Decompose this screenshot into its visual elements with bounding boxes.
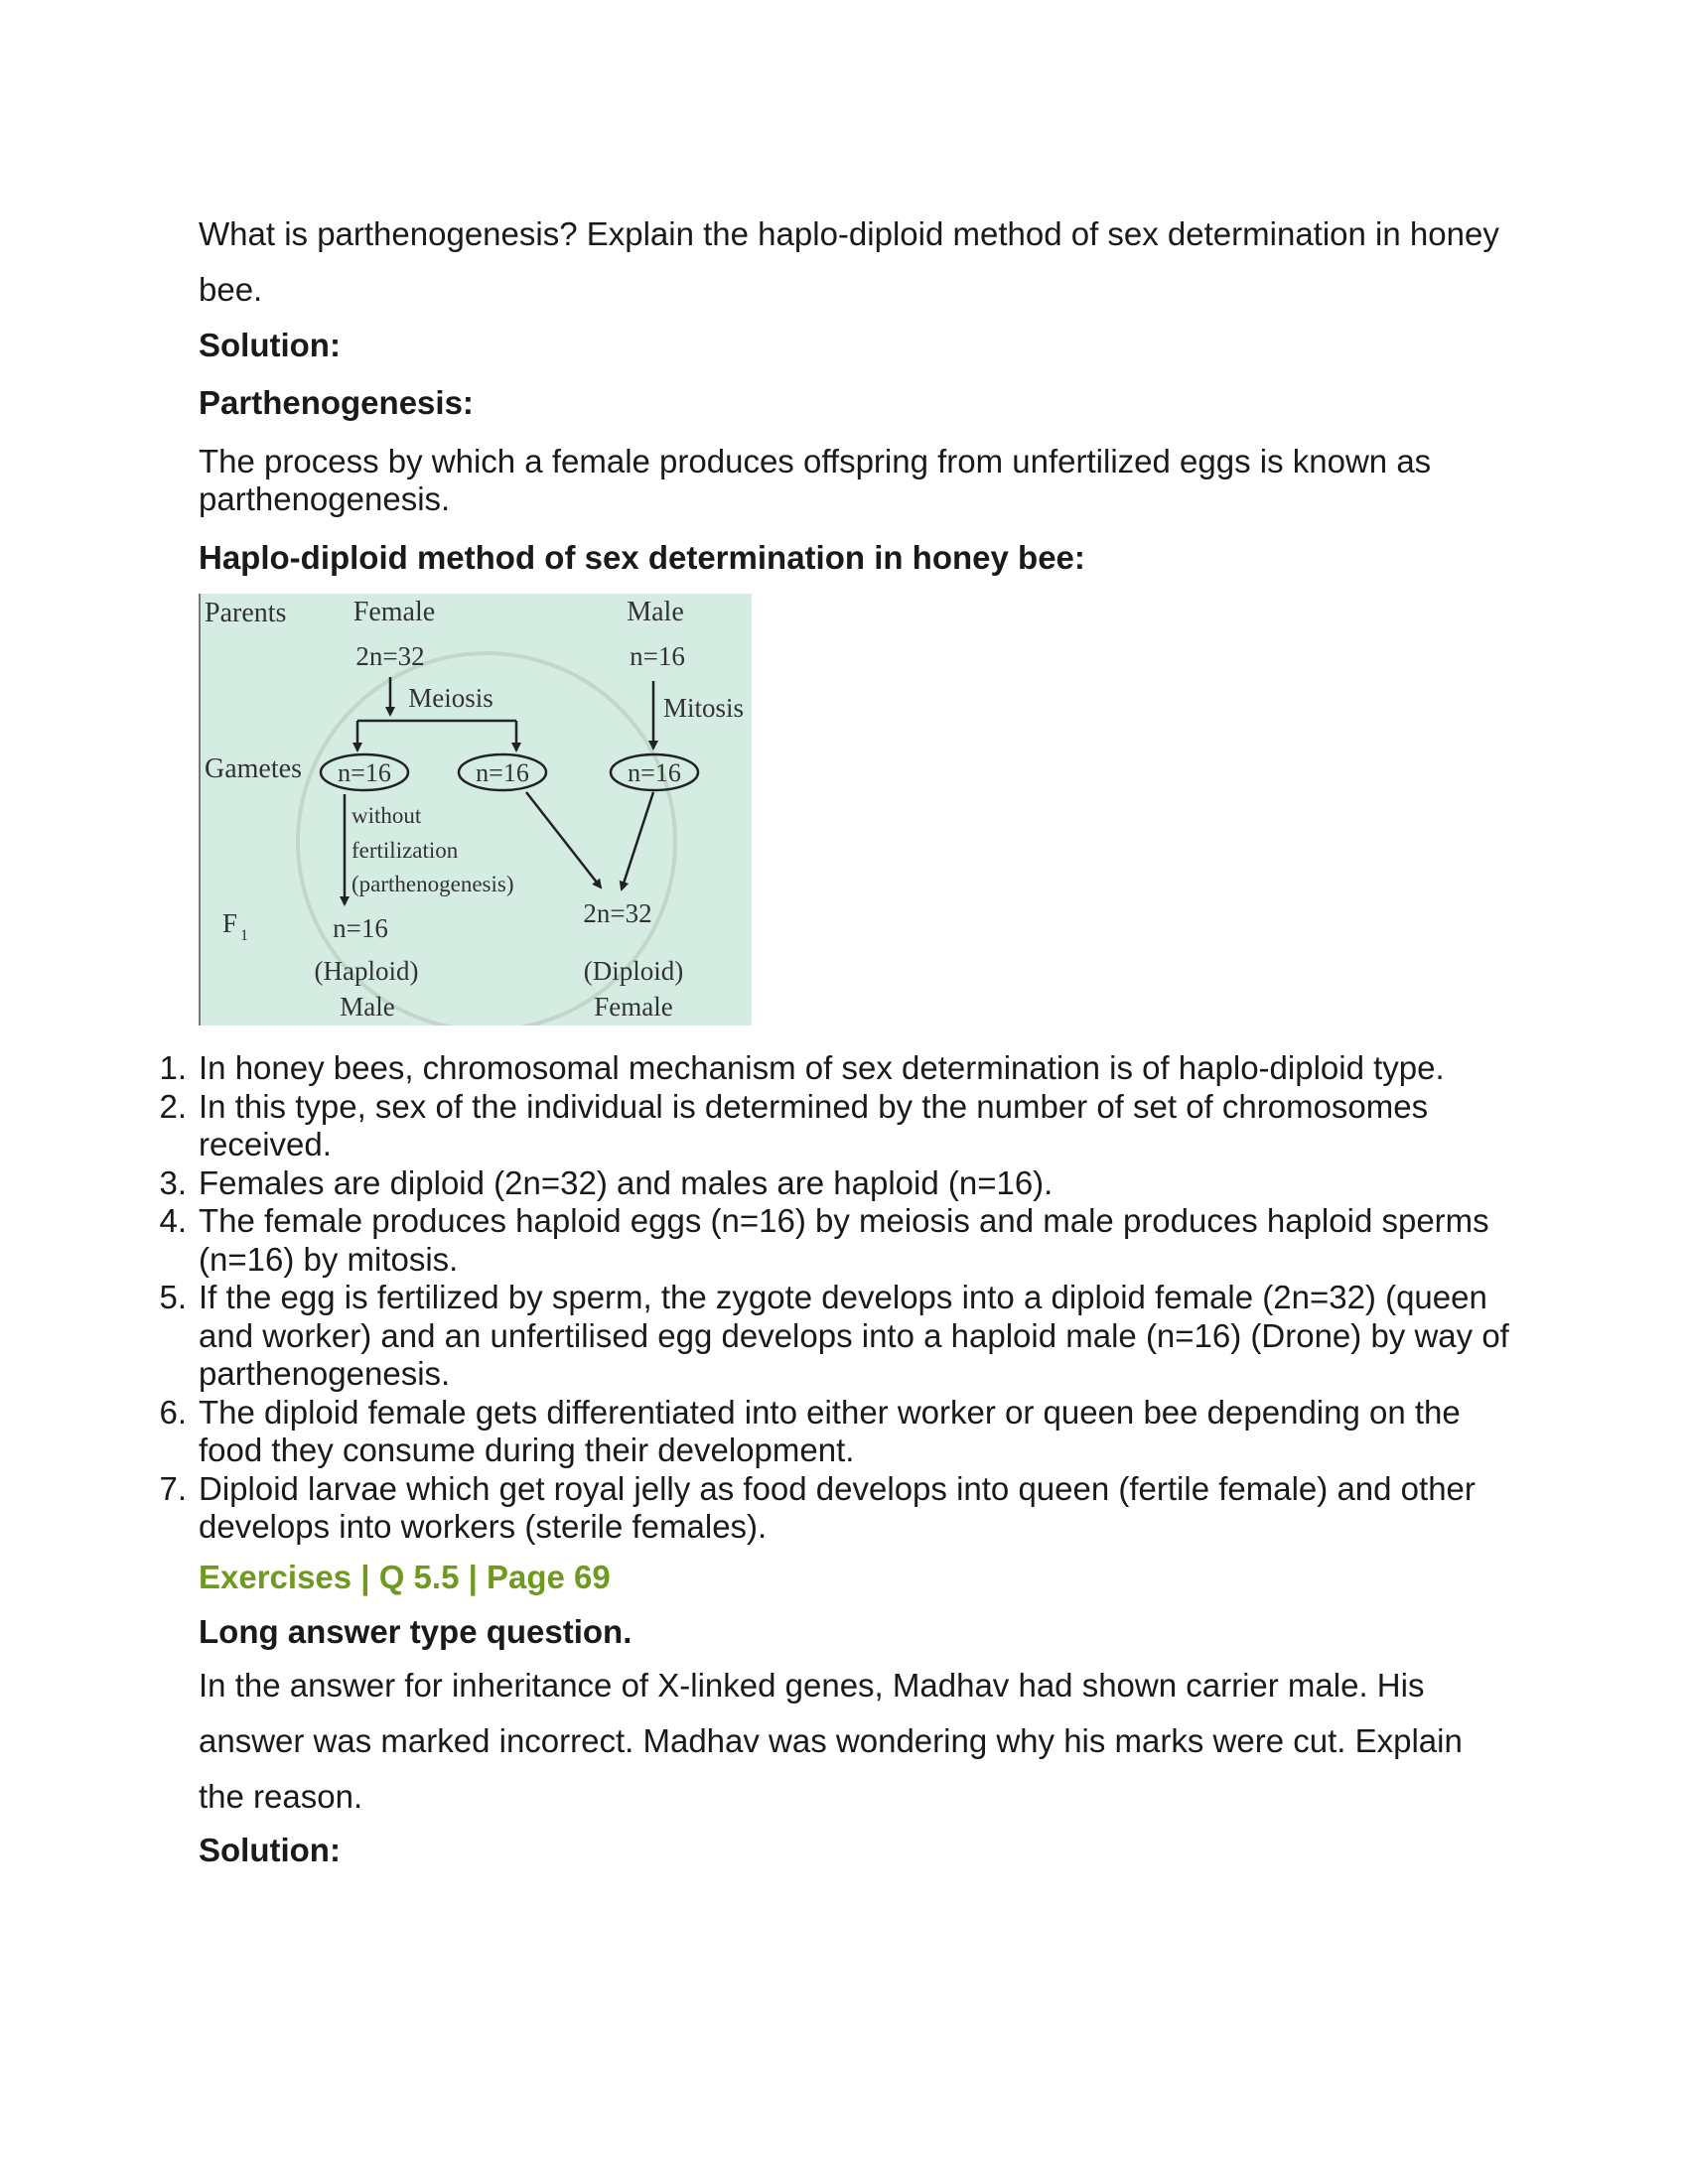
list-item [159,1202,1509,1279]
list-item-number: 5. [159,1279,187,1315]
diagram-f1-subscript: 1 [240,927,248,944]
gamete-2: n=16 [476,758,529,787]
list-item-text: In this type, sex of the individual is determined by the number of set of chromosomes received. [199,1087,1429,1162]
parthenogenesis-definition: The process by which a female produces offspring from unfertilized eggs is known as parthenogenesis. [199,443,1432,517]
question-type-label: Long answer type question. [199,1613,633,1650]
diagram-parents-label: Parents [205,598,287,628]
list-item [159,1469,1509,1547]
list-item [159,1163,1509,1203]
parthenogenesis-heading: Parthenogenesis: [199,384,474,421]
list-item-text: The female produces haploid eggs (n=16) by meiosis and male produces haploid sperms (n=16) by mitosis. [199,1202,1489,1278]
list-item-text: Females are diploid (2n=32) and males are haploid (n=16). [199,1163,1054,1201]
gamete-3: n=16 [628,758,681,787]
list-item [159,1049,1509,1088]
explanation-list [159,1049,1509,1547]
exercise-question-text: In the answer for inheritance of X-linked genes, Madhav had shown carrier male. His answer was marked incorrect. Madhav was wondering why his marks were cut. Explain the reason. [199,1667,1463,1815]
list-item-number: 2. [159,1087,187,1125]
diploid-label: (Diploid) [583,956,684,986]
diagram-female-label: Female [352,597,436,627]
gamete-1: n=16 [338,758,391,787]
diagram-parthenogenesis-label: (parthenogenesis) [352,872,514,896]
diagram-gametes-label: Gametes [205,753,302,784]
list-item-number: 4. [159,1202,187,1239]
diagram-male-label: Male [627,597,684,627]
offspring-diploid-value: 2n=32 [583,898,652,928]
solution-label: Solution: [199,327,341,363]
haplo-diploid-heading: Haplo-diploid method of sex determination in honey bee: [199,539,1085,576]
list-item-number: 3. [159,1163,187,1201]
offspring-haploid-value: n=16 [333,913,388,943]
haploid-label: (Haploid) [314,956,419,986]
diagram-fertilization-label: fertilization [352,838,459,863]
list-item-text: Diploid larvae which get royal jelly as food develops into queen (fertile female) and other develops into workers (sterile females). [199,1469,1476,1545]
diagram-without-label: without [352,803,422,828]
question-text: What is parthenogenesis? Explain the haplo-diploid method of sex determination in honey bee. [199,215,1499,308]
list-item [159,1087,1509,1164]
exercise-solution-label: Solution: [199,1832,341,1868]
list-item-number: 7. [159,1469,187,1507]
exercise-link[interactable]: Exercises | Q 5.5 | Page 69 [199,1559,611,1595]
list-item [159,1393,1509,1470]
diagram-male-chromosomes: n=16 [630,641,685,671]
list-item-text: The diploid female gets differentiated into either worker or queen bee depending on the food they consume during their development. [199,1393,1461,1468]
diagram-f1-label: F [222,908,238,938]
list-item-number: 6. [159,1393,187,1431]
diagram-mitosis-label: Mitosis [663,693,745,723]
list-item [159,1279,1509,1394]
haplo-diploid-diagram [199,594,752,1025]
list-item-text: If the egg is fertilized by sperm, the zygote develops into a diploid female (2n=32) (queen and worker) and an unfertilised egg develops into a haploid male (n=16) (Drone) by way of parthenogenesis. [199,1279,1509,1392]
list-item-text: In honey bees, chromosomal mechanism of sex determination is of haplo-diploid type. [199,1049,1445,1086]
diagram-meiosis-label: Meiosis [408,683,493,713]
diagram-female-chromosomes: 2n=32 [355,641,425,671]
haploid-sex: Male [340,992,395,1022]
list-item-number: 1. [159,1049,187,1086]
diploid-sex: Female [594,992,673,1022]
